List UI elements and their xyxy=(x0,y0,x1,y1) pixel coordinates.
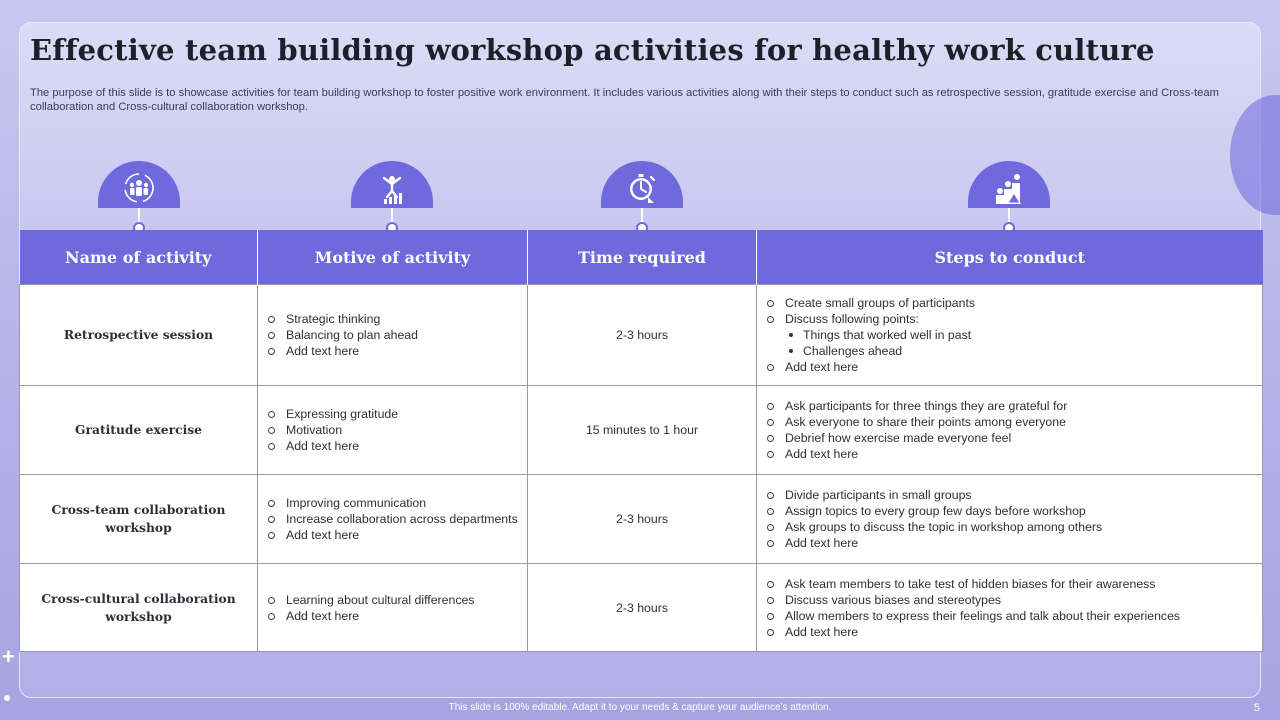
list-item: Ask team members to take test of hidden biases for their awareness xyxy=(767,576,1254,592)
activity-steps xyxy=(757,475,1263,564)
column-header-steps: Steps to conduct xyxy=(757,230,1263,285)
steps-podium-icon xyxy=(992,171,1026,205)
activities-table xyxy=(19,230,1263,652)
activity-name: Gratitude exercise xyxy=(20,386,258,475)
footer-note: This slide is 100% editable. Adapt it to your needs & capture your audience's attention. xyxy=(448,702,832,713)
list-item: Ask participants for three things they are grateful for xyxy=(767,398,1254,414)
activity-time: 2-3 hours xyxy=(528,564,757,652)
list-item: Things that worked well in past xyxy=(785,327,1254,343)
activity-name: Retrospective session xyxy=(20,285,258,386)
table-row xyxy=(20,386,1263,475)
list-item: Create small groups of participants xyxy=(767,295,1254,311)
list-item: Learning about cultural differences xyxy=(268,592,519,608)
table-row xyxy=(20,475,1263,564)
list-item: Increase collaboration across departments xyxy=(268,511,519,527)
activity-name: Cross-team collaboration workshop xyxy=(20,475,258,564)
activity-motives xyxy=(258,475,528,564)
activity-time: 2-3 hours xyxy=(528,475,757,564)
page-number: 5 xyxy=(1253,702,1260,714)
list-item: Discuss various biases and stereotypes xyxy=(767,592,1254,608)
activity-steps xyxy=(757,386,1263,475)
list-item: Add text here xyxy=(268,343,519,359)
list-item: Add text here xyxy=(268,438,519,454)
activity-motives xyxy=(258,564,528,652)
table-row xyxy=(20,285,1263,386)
list-item: Ask everyone to share their points among everyone xyxy=(767,414,1254,430)
team-group-icon xyxy=(122,171,156,205)
activity-motives xyxy=(258,285,528,386)
list-item: Add text here xyxy=(268,527,519,543)
list-item: Expressing gratitude xyxy=(268,406,519,422)
decorative-dot xyxy=(4,695,10,701)
team-group-icon-marker xyxy=(98,161,180,231)
activity-steps xyxy=(757,285,1263,386)
list-item: Add text here xyxy=(767,446,1254,462)
list-item: Add text here xyxy=(767,624,1254,640)
slide-title: Effective team building workshop activities for healthy work culture xyxy=(30,33,1155,67)
column-header-motive: Motive of activity xyxy=(258,230,528,285)
activity-steps xyxy=(757,564,1263,652)
list-item: Ask groups to discuss the topic in workshop among others xyxy=(767,519,1254,535)
list-item: Debrief how exercise made everyone feel xyxy=(767,430,1254,446)
column-header-name: Name of activity xyxy=(20,230,258,285)
stopwatch-icon-marker xyxy=(601,161,683,231)
list-item: Strategic thinking xyxy=(268,311,519,327)
activity-time: 2-3 hours xyxy=(528,285,757,386)
list-item: Motivation xyxy=(268,422,519,438)
table-header-row xyxy=(20,230,1263,285)
stopwatch-icon xyxy=(625,171,659,205)
column-header-time: Time required xyxy=(528,230,757,285)
list-item: Challenges ahead xyxy=(785,343,1254,359)
list-item: Allow members to express their feelings and talk about their experiences xyxy=(767,608,1254,624)
steps-podium-icon-marker xyxy=(968,161,1050,231)
list-item: Add text here xyxy=(767,359,1254,375)
activity-time: 15 minutes to 1 hour xyxy=(528,386,757,475)
list-item: Add text here xyxy=(767,535,1254,551)
plus-icon: + xyxy=(2,644,15,669)
activity-name: Cross-cultural collaboration workshop xyxy=(20,564,258,652)
activity-motives xyxy=(258,386,528,475)
list-item: Discuss following points: xyxy=(767,311,1254,327)
list-item: Balancing to plan ahead xyxy=(268,327,519,343)
slide-subtitle: The purpose of this slide is to showcase activities for team building workshop to foster positive work environment. It includes various activities along with their steps to conduct such as retrospective session, gratitude exercise and Cross-team collaboration and Cross-cultural collaboration workshop. xyxy=(30,87,1219,113)
celebrating-person-icon xyxy=(375,171,409,205)
list-item: Improving communication xyxy=(268,495,519,511)
list-item: Divide participants in small groups xyxy=(767,487,1254,503)
table-row xyxy=(20,564,1263,652)
celebrating-person-icon-marker xyxy=(351,161,433,231)
sub-list xyxy=(767,327,1254,359)
list-item: Add text here xyxy=(268,608,519,624)
list-item: Assign topics to every group few days before workshop xyxy=(767,503,1254,519)
